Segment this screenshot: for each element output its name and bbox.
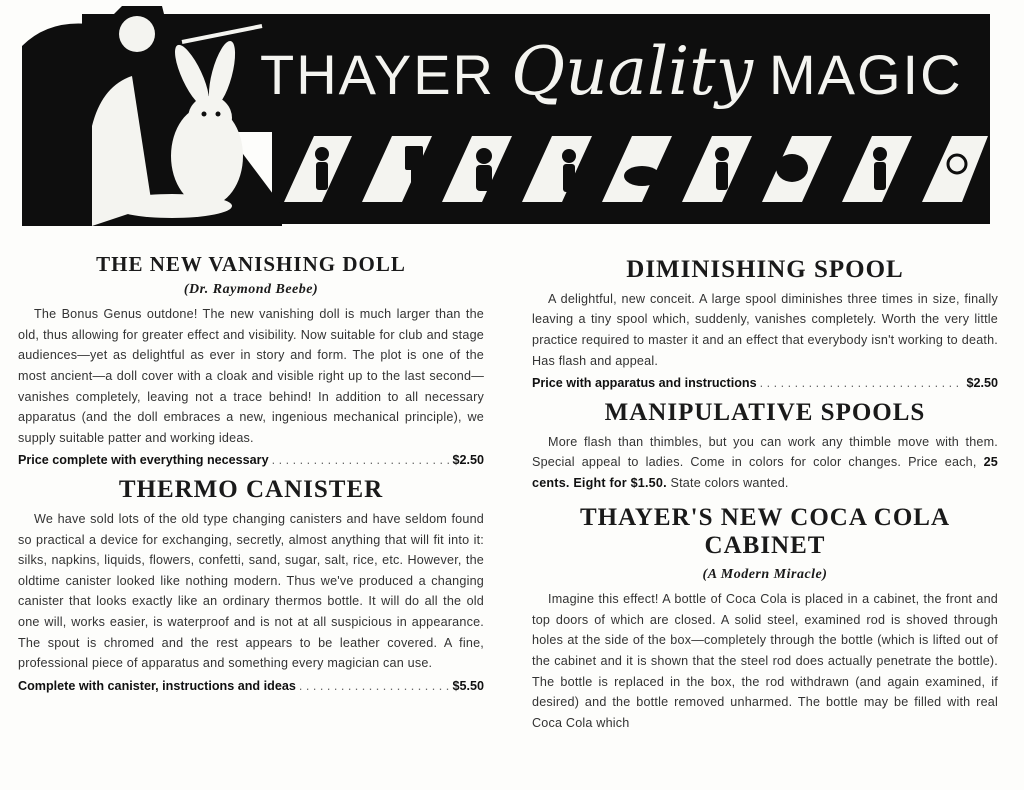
diminishing-spool-section — [532, 256, 998, 393]
manipulative-spools-title: MANIPULATIVE SPOOLS — [604, 399, 926, 427]
coca-cola-title-line1: THAYER'S NEW COCA COLA — [580, 503, 950, 531]
coca-cola-section — [532, 504, 998, 734]
manipulative-price-eight: Eight for $1.50. — [573, 476, 667, 491]
coca-cola-byline: (A Modern Miracle) — [702, 567, 828, 583]
diminishing-spool-title: DIMINISHING SPOOL — [626, 256, 904, 283]
vanishing-doll-body: The Bonus Genus outdone! The new vanishing doll is much larger than the old, thus allowing for greater effect and visibility. Now suitable for club and stage audiences—yet as delightful as ever in story and form. The plot is one of the most ancient—a doll cover with a cloak and visible right up to the last second—vanishes completely, leaving not a trace behind! In addition to all necessary apparatus (and the doll embraces a new, ingenious mechanical principle), we supply suitable patter and working ideas. — [18, 307, 484, 445]
leader-dots — [272, 450, 450, 470]
manipulative-body-b: State colors wanted. — [670, 476, 789, 491]
vanishing-doll-price: $2.50 — [452, 453, 484, 468]
header-banner — [22, 6, 992, 226]
leader-dots — [760, 373, 964, 393]
manipulative-price-each: 25 cents. — [532, 455, 998, 491]
diminishing-spool-body: A delightful, new conceit. A large spool diminishes three times in size, finally leaving a tiny spool which, suddenly, vanishes completely. Worth the very little practice required to master it and an effect that everybody isn't working to death. Has flash and appeal. — [532, 291, 998, 368]
vanishing-doll-title: THE NEW VANISHING DOLL — [96, 252, 406, 276]
vanishing-doll-section — [18, 252, 484, 470]
coca-cola-title-line2: CABINET — [704, 532, 826, 560]
right-column — [532, 256, 998, 733]
diminishing-spool-price-label: Price with apparatus and instructions — [532, 376, 757, 391]
thermo-canister-title: THERMO CANISTER — [118, 476, 384, 504]
thermo-canister-price-line — [18, 676, 484, 696]
vanishing-doll-price-label: Price complete with everything necessary — [18, 453, 269, 468]
banner-brand: THAYER — [260, 43, 495, 106]
banner-title — [260, 32, 990, 132]
manipulative-spools-body — [532, 432, 998, 494]
manipulative-spools-section — [532, 399, 998, 494]
vanishing-doll-byline: (Dr. Raymond Beebe) — [183, 282, 319, 298]
thermo-canister-body: We have sold lots of the old type changing canisters and have seldom found so practical a device for exchanging, secretly, almost anything that will fit into it: silks, napkins, liquids, flowers, confetti, sand, sugar, salt, rice, etc. However, the oldtime canister looked like nothing modern. Thus we've produced a changing canister that looks exactly like an ordinary thermos bottle. It will do all the old one will, works easier, is waterproof and is not at all suspicious in appearance. The spout is chromed and the rest appears to be leather covered. A fine, professional piece of apparatus and something every magician can use. — [18, 512, 484, 671]
thermo-canister-price: $5.50 — [452, 678, 484, 693]
coca-cola-body: Imagine this effect! A bottle of Coca Cola is placed in a cabinet, the front and top doors of which are closed. A solid steel, examined rod is shoved through holes at the side of the box—completely through the bottle (which is lifted out of the cabinet and it is shown that the steel rod does actually penetrate the bottle). The bottle is replaced in the box, the rod withdrawn (and again examined, if desired) and the bottle removed unharmed. The bottle may be filled with real Coca Cola which — [532, 592, 998, 730]
manipulative-body-a: More flash than thimbles, but you can work any thimble move with them. Special appeal to ladies. Come in colors for color changes. Price each, — [532, 434, 998, 470]
leader-dots — [299, 676, 450, 696]
banner-script: Quality — [511, 33, 753, 110]
thermo-canister-section — [18, 476, 484, 696]
banner-word: MAGIC — [769, 43, 963, 106]
left-column — [18, 252, 484, 696]
vanishing-doll-price-line — [18, 450, 484, 470]
thermo-canister-price-label: Complete with canister, instructions and ideas — [18, 678, 296, 693]
diminishing-spool-price: $2.50 — [966, 376, 998, 391]
diminishing-spool-price-line — [532, 373, 998, 393]
coca-cola-title — [532, 504, 998, 562]
